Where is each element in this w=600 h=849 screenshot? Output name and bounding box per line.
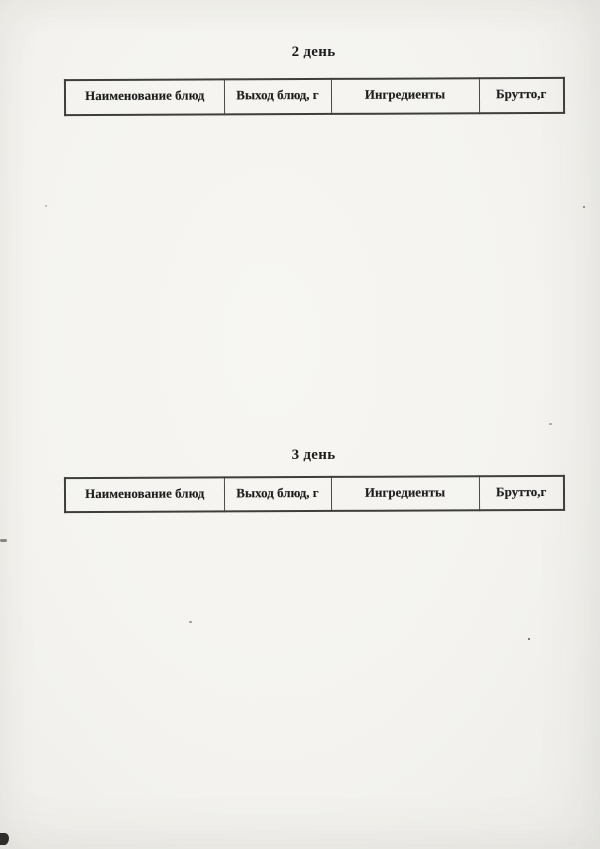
scan-speck xyxy=(528,638,530,640)
column-header: Выход блюд, г xyxy=(224,477,331,511)
scan-speck xyxy=(189,621,192,623)
scan-speck xyxy=(583,206,585,208)
column-header: Наименование блюд xyxy=(65,477,224,512)
column-header: Выход блюд, г xyxy=(224,79,331,114)
column-header: Наименование блюд xyxy=(65,79,224,115)
scan-corner-mark xyxy=(0,833,9,845)
day-2-menu-table xyxy=(64,77,565,116)
column-header: Брутто,г xyxy=(479,78,564,113)
header-row xyxy=(65,78,564,115)
day-2-title: 2 день xyxy=(291,44,336,60)
day-3-menu-table xyxy=(64,475,565,513)
column-header: Брутто,г xyxy=(479,476,564,510)
header-row xyxy=(65,476,564,512)
column-header: Ингредиенты xyxy=(331,78,479,114)
menu-table xyxy=(64,77,565,116)
column-header: Ингредиенты xyxy=(331,476,479,511)
scan-speck xyxy=(549,423,552,425)
scan-edge-mark xyxy=(0,539,7,542)
scan-speck xyxy=(45,205,47,207)
day-3-title: 3 день xyxy=(291,447,336,463)
menu-table xyxy=(64,475,565,513)
